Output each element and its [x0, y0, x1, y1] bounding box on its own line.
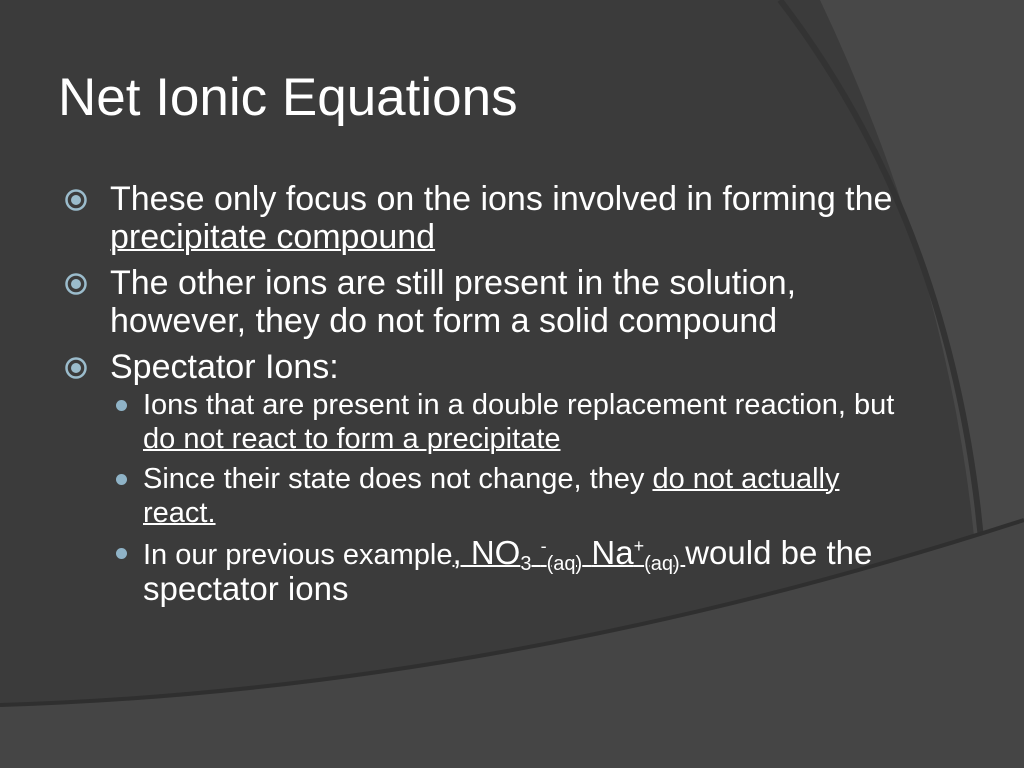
target-circle-icon — [64, 356, 88, 380]
ion-sodium-formula: Na — [591, 534, 634, 571]
ion-nitrate-charge: - — [540, 536, 547, 556]
underlined-term: do not actually react. — [143, 463, 840, 529]
sub-bullet-text: Ions that are present in a double replacement reaction, but — [143, 389, 895, 421]
slide-title: Net Ionic Equations — [58, 68, 518, 127]
sub-bullet-item — [64, 462, 904, 530]
bullet-item — [64, 348, 904, 608]
bullet-text: Spectator Ions: — [110, 348, 339, 386]
sub-bullet-text: In our previous example — [143, 539, 453, 571]
ion-sodium-charge: + — [633, 536, 645, 556]
ion-nitrate-state: (aq) — [546, 553, 583, 575]
bullet-item — [64, 264, 904, 340]
bullet-text: These only focus on the ions involved in forming the — [110, 180, 893, 218]
target-circle-icon — [64, 188, 88, 212]
dot-bullet-icon — [116, 474, 127, 485]
ion-nitrate — [452, 534, 686, 575]
ion-nitrate-subscript: 3 — [520, 553, 532, 575]
ion-sodium-state: (aq) — [644, 553, 686, 575]
sub-bullet-list — [64, 388, 904, 608]
dot-bullet-icon — [116, 400, 127, 411]
sub-bullet-text: Since their state does not change, they — [143, 463, 653, 495]
sub-bullet-text-end: would be the spectator ions — [143, 534, 873, 607]
sub-bullet-item — [64, 388, 904, 456]
sub-bullet-item — [64, 536, 904, 608]
ion-nitrate-formula: , NO — [452, 534, 521, 571]
dot-bullet-icon — [116, 548, 127, 559]
underlined-term: do not react to form a precipitate — [143, 423, 561, 455]
underlined-term: precipitate compound — [110, 218, 436, 256]
bullet-item — [64, 180, 904, 256]
target-circle-icon — [64, 272, 88, 296]
bullet-text: The other ions are still present in the solution, however, they do not form a solid compound — [110, 264, 797, 340]
bullet-list — [64, 180, 904, 616]
